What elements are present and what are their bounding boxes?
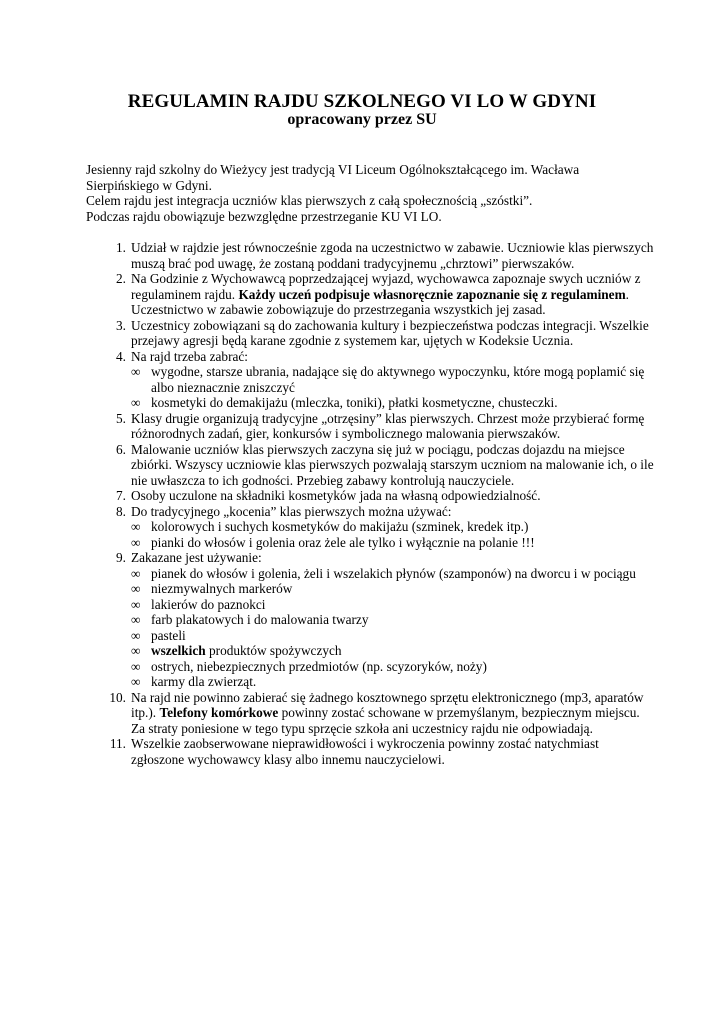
bold-text: Każdy uczeń podpisuje własnoręcznie zapoznanie się z regulaminem [238, 286, 626, 302]
rule-text [131, 411, 644, 442]
rule-item [0, 271, 724, 318]
rule-item [0, 736, 724, 767]
sub-item-text [151, 535, 535, 550]
intro-paragraph: Jesienny rajd szkolny do Wieżycy jest tradycją VI Liceum Ogólnokształcącego im. Wacława Sierpińskiego w Gdyni. [86, 162, 580, 193]
rule-number: 1. [116, 240, 126, 255]
text-segment: Na Godzinie z Wychowawcą poprzedzającej wyjazd, wychowawca zapoznaje swych uczniów z regulaminem rajdu. [131, 271, 641, 302]
intro-paragraph: Podczas rajdu obowiązuje bezwzględne przestrzeganie KU VI LO. [86, 208, 442, 224]
text-segment: karmy dla zwierząt. [151, 674, 257, 689]
text-segment: Do tradycyjnego „kocenia” klas pierwszych można używać: [131, 503, 452, 519]
bold-text: wszelkich [151, 643, 206, 658]
sub-list-item [131, 628, 654, 644]
rule-text [131, 736, 599, 767]
text-segment: Osoby uczulone na składniki kosmetyków jada na własną odpowiedzialność. [131, 488, 541, 503]
infinity-bullet-icon: ∞ [131, 519, 141, 534]
infinity-bullet-icon: ∞ [131, 627, 141, 643]
sub-list-item [131, 612, 654, 628]
rule-item [0, 504, 724, 551]
rule-number: 5. [116, 410, 126, 426]
sub-item-text [151, 674, 256, 689]
rule-text [131, 318, 649, 349]
sub-list [131, 519, 654, 550]
text-segment: kosmetyki do demakijażu (mleczka, toniki), płatki kosmetyczne, chusteczki. [151, 395, 558, 410]
sub-item-text [151, 566, 636, 581]
rule-item [0, 411, 724, 442]
rule-text [131, 550, 262, 565]
rule-item [0, 488, 724, 504]
sub-item-text [151, 628, 186, 643]
infinity-bullet-icon: ∞ [131, 534, 141, 550]
text-segment: wygodne, starsze ubrania, nadające się do aktywnego wypoczynku, które mogą poplamić się albo nieznacznie zniszczyć [151, 364, 645, 395]
document-subtitle: opracowany przez SU [287, 111, 437, 128]
bold-text: Telefony komórkowe [159, 705, 279, 720]
text-segment: pianek do włosów i golenia, żeli i wszelakich płynów (szamponów) na dworcu i w pociągu [151, 565, 636, 581]
sub-list [131, 566, 654, 690]
sub-item-text [151, 597, 265, 612]
rule-number: 7. [116, 488, 126, 503]
rule-item [0, 349, 724, 411]
sub-item-text [151, 364, 644, 395]
rule-text [131, 504, 451, 519]
sub-item-text [151, 612, 368, 627]
rule-number: 6. [116, 441, 126, 457]
sub-list-item [131, 597, 654, 613]
rule-number: 2. [116, 271, 126, 286]
sub-list-item [131, 674, 654, 690]
sub-item-text [151, 659, 487, 674]
text-segment: pasteli [151, 627, 186, 643]
infinity-bullet-icon: ∞ [131, 364, 141, 379]
text-segment: ostrych, niebezpiecznych przedmiotów (np. scyzoryków, noży) [151, 658, 487, 674]
text-segment: Wszelkie zaobserwowane nieprawidłowości i wykroczenia powinny zostać natychmiast zgłoszone wychowawcy klasy albo innemu nauczycielowi. [131, 736, 599, 767]
sub-item-text [151, 581, 292, 596]
text-segment: farb plakatowych i do malowania twarzy [151, 612, 369, 627]
text-segment: kolorowych i suchych kosmetyków do makijażu (szminek, kredek itp.) [151, 519, 529, 534]
rule-text [131, 690, 643, 736]
rule-item [0, 550, 724, 690]
sub-list-item [131, 643, 654, 659]
rules-list [0, 240, 724, 767]
text-segment: Zakazane jest używanie: [131, 550, 262, 565]
rule-text [131, 240, 653, 271]
text-segment: Malowanie uczniów klas pierwszych zaczyna się już w pociągu, podczas dojazdu na miejsce zbiórki. Wszyscy uczniowie klas pierwszych pozwalają starszym uczniom na malowanie ich, o ile nie uwłaszcza to ich godności. Przebieg zabawy kontrolują nauczyciele. [131, 441, 654, 488]
infinity-bullet-icon: ∞ [131, 643, 141, 658]
rule-item [0, 690, 724, 737]
text-segment: lakierów do paznokci [151, 596, 266, 612]
rule-number: 3. [116, 317, 126, 333]
rule-number: 11. [109, 736, 126, 751]
infinity-bullet-icon: ∞ [131, 658, 141, 674]
infinity-bullet-icon: ∞ [131, 565, 141, 581]
sub-list-item [131, 364, 654, 395]
infinity-bullet-icon: ∞ [131, 395, 141, 410]
intro-paragraph: Celem rajdu jest integracja uczniów klas pierwszych z całą społecznością „szóstki”. [86, 193, 533, 208]
text-segment: Klasy drugie organizują tradycyjne „otrzęsiny” klas pierwszych. Chrzest może przybierać formę różnorodnych zadań, gier, konkursów i symbolicznego malowania pierwszaków. [131, 410, 645, 441]
rule-text [131, 488, 541, 503]
rule-text [131, 271, 641, 317]
sub-list-item [131, 535, 654, 551]
sub-list-item [131, 659, 654, 675]
rule-item [0, 240, 724, 271]
text-segment: Na rajd trzeba zabrać: [131, 348, 249, 364]
sub-list [131, 364, 654, 411]
rule-item [0, 318, 724, 349]
sub-list-item [131, 395, 654, 411]
rule-number: 8. [116, 503, 126, 519]
text-segment: . Uczestnictwo w zabawie zobowiązuje do przestrzegania wszystkich jej zasad. [131, 286, 629, 317]
text-segment: powinny zostać schowane w przemyślanym, bezpiecznym miejscu. Za straty poniesione w tego typu sprzęcie szkoła ani uczestnicy rajdu nie odpowiadają. [131, 705, 640, 736]
infinity-bullet-icon: ∞ [131, 581, 141, 596]
rule-number: 4. [116, 348, 126, 364]
rule-item [0, 442, 724, 489]
intro-section [86, 162, 646, 224]
rule-text [131, 442, 654, 488]
sub-list-item [131, 566, 654, 582]
sub-item-text [151, 395, 558, 410]
infinity-bullet-icon: ∞ [131, 674, 141, 689]
text-segment: Udział w rajdzie jest równocześnie zgoda na uczestnictwo w zabawie. Uczniowie klas pierwszych muszą brać pod uwagę, że zostaną poddani tradycyjnemu „chrztowi” pierwszaków. [131, 240, 654, 271]
sub-list-item [131, 519, 654, 535]
infinity-bullet-icon: ∞ [131, 612, 141, 627]
rule-number: 10. [109, 689, 126, 705]
rule-text [131, 349, 248, 364]
sub-list-item [131, 581, 654, 597]
rule-number: 9. [116, 550, 126, 565]
infinity-bullet-icon: ∞ [131, 596, 141, 612]
document-title: REGULAMIN RAJDU SZKOLNEGO VI LO W GDYNI [127, 91, 597, 112]
text-segment: Na rajd nie powinno zabierać się żadnego kosztownego sprzętu elektronicznego (mp3, aparatów itp.). [131, 689, 644, 720]
sub-item-text [151, 519, 528, 534]
text-segment: pianki do włosów i golenia oraz żele ale tylko i wyłącznie na polanie !!! [151, 534, 535, 550]
sub-item-text [151, 643, 342, 658]
text-segment: Uczestnicy zobowiązani są do zachowania kultury i bezpieczeństwa podczas integracji. Wszelkie przejawy agresji będą karane zgodnie z systemem kar, ujętych w Kodeksie Ucznia. [131, 317, 649, 348]
text-segment: produktów spożywczych [205, 643, 342, 658]
text-segment: niezmywalnych markerów [151, 581, 293, 596]
